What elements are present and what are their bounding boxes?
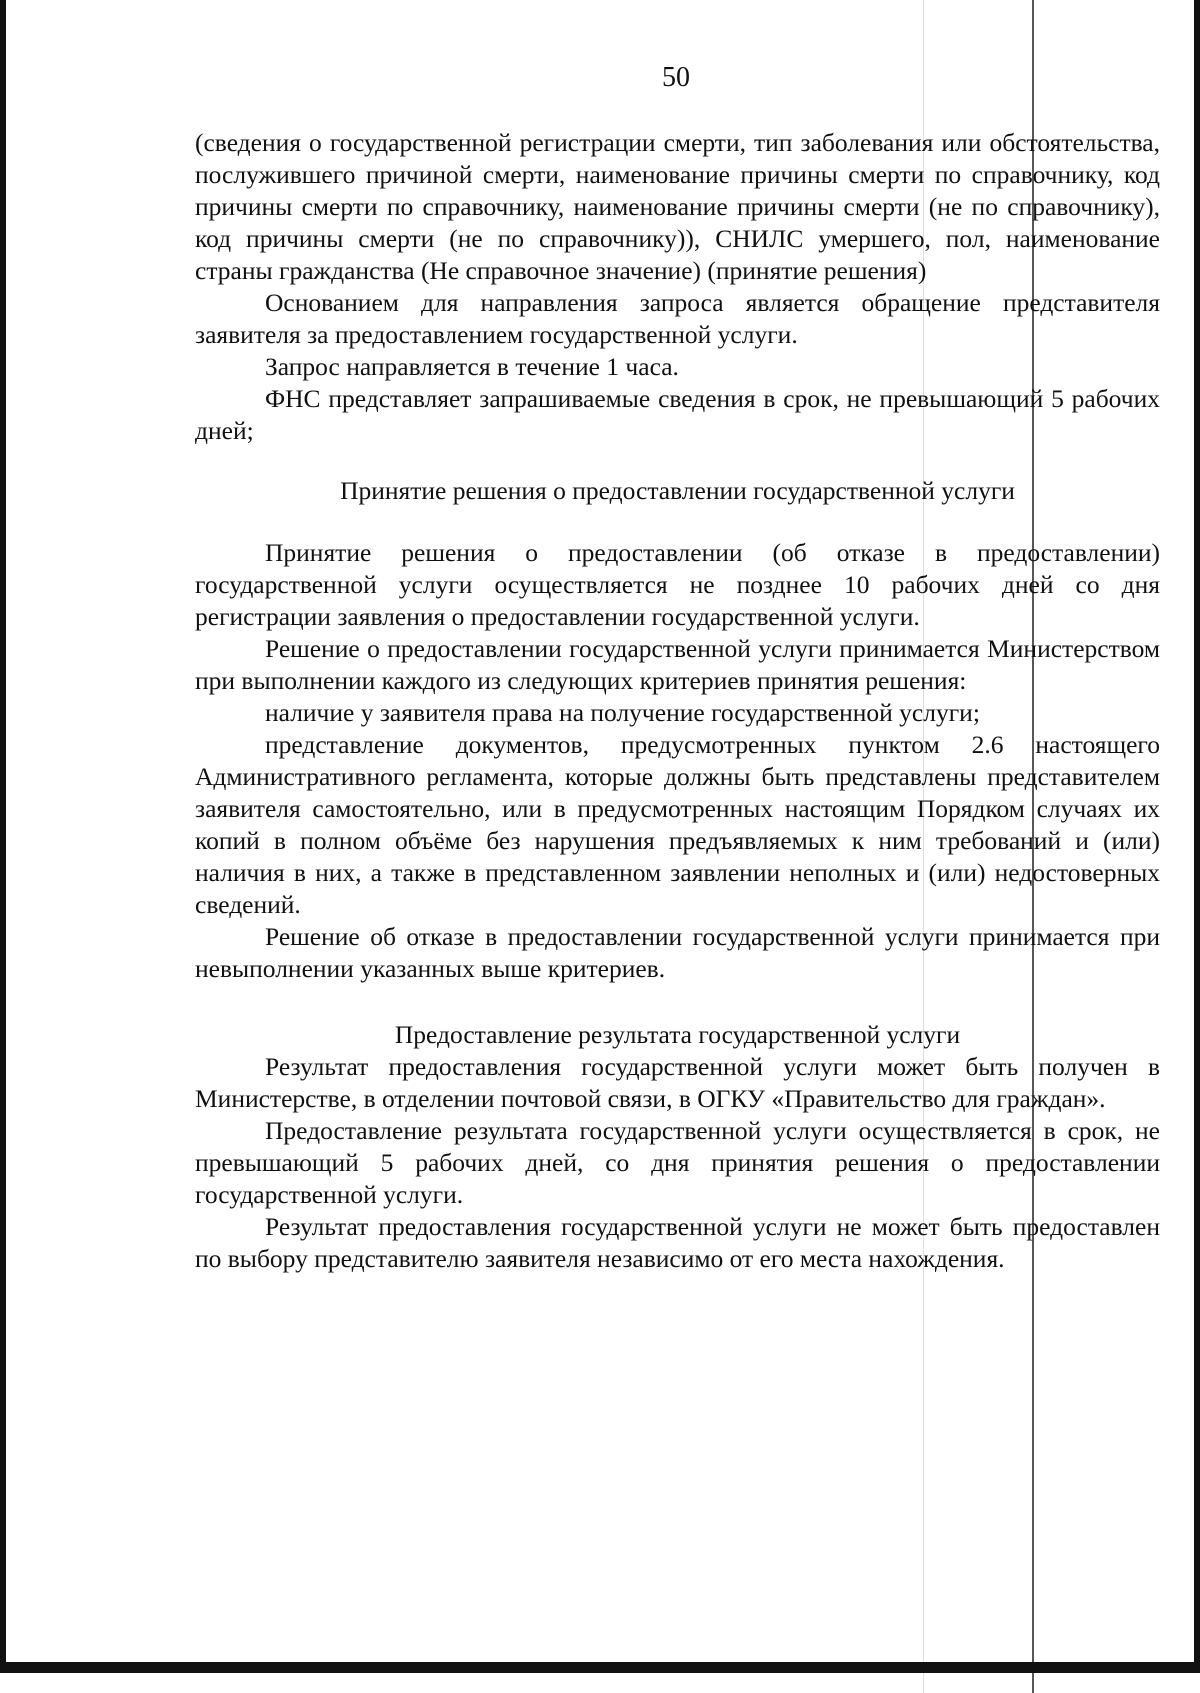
section-heading: Принятие решения о предоставлении государственной услуги <box>340 476 1015 505</box>
paragraph: (сведения о государственной регистрации смерти, тип заболевания или обстоятельства, послужившего причиной смерти, наименование причины смерти по справочнику, код причины смерти по справочнику, наименование причины смерти (не по справочнику), код причины смерти (не по справочнику)), СНИЛС умершего, пол, наименование страны гражданства (Не справочное значение) (принятие решения) <box>195 128 1160 285</box>
paragraph: Основанием для направления запроса является обращение представителя заявителя за предоставлением государственной услуги. <box>195 288 1160 349</box>
scan-border-left <box>0 0 6 1673</box>
scan-border-right <box>1194 0 1200 1673</box>
scan-border-bottom <box>0 1662 1200 1673</box>
paragraph: Результат предоставления государственной услуги не может быть предоставлен по выбору представителю заявителя независимо от его места нахождения. <box>195 1212 1160 1273</box>
paragraph: Предоставление результата государственной услуги осуществляется в срок, не превышающий 5 рабочих дней, со дня принятия решения о предоставлении государственной услуги. <box>195 1116 1160 1209</box>
paragraph: Результат предоставления государственной услуги может быть получен в Министерстве, в отделении почтовой связи, в ОГКУ «Правительство для граждан». <box>195 1052 1160 1113</box>
paragraph: Решение об отказе в предоставлении государственной услуги принимается при невыполнении указанных выше критериев. <box>195 922 1160 983</box>
paragraph: ФНС представляет запрашиваемые сведения в срок, не превышающий 5 рабочих дней; <box>195 384 1160 445</box>
paragraph: представление документов, предусмотренных пунктом 2.6 настоящего Административного регламента, которые должны быть представлены представителем заявителя самостоятельно, или в предусмотренных настоящим Порядком случаях их копий в полном объёме без нарушения предъявляемых к ним требований и (или) наличия в них, а также в представленном заявлении неполных и (или) недостоверных сведений. <box>195 730 1160 919</box>
page-number: 50 <box>662 62 690 93</box>
section-heading: Предоставление результата государственной услуги <box>394 1020 961 1049</box>
paragraph: Запрос направляется в течение 1 часа. <box>265 352 679 381</box>
paragraph: Решение о предоставлении государственной услуги принимается Министерством при выполнении каждого из следующих критериев принятия решения: <box>195 634 1160 695</box>
paragraph: Принятие решения о предоставлении (об отказе в предоставлении) государственной услуги осуществляется не позднее 10 рабочих дней со дня регистрации заявления о предоставлении государственной услуги. <box>195 538 1160 631</box>
document-body <box>195 127 1160 1275</box>
paragraph: наличие у заявителя права на получение государственной услуги; <box>265 698 980 727</box>
